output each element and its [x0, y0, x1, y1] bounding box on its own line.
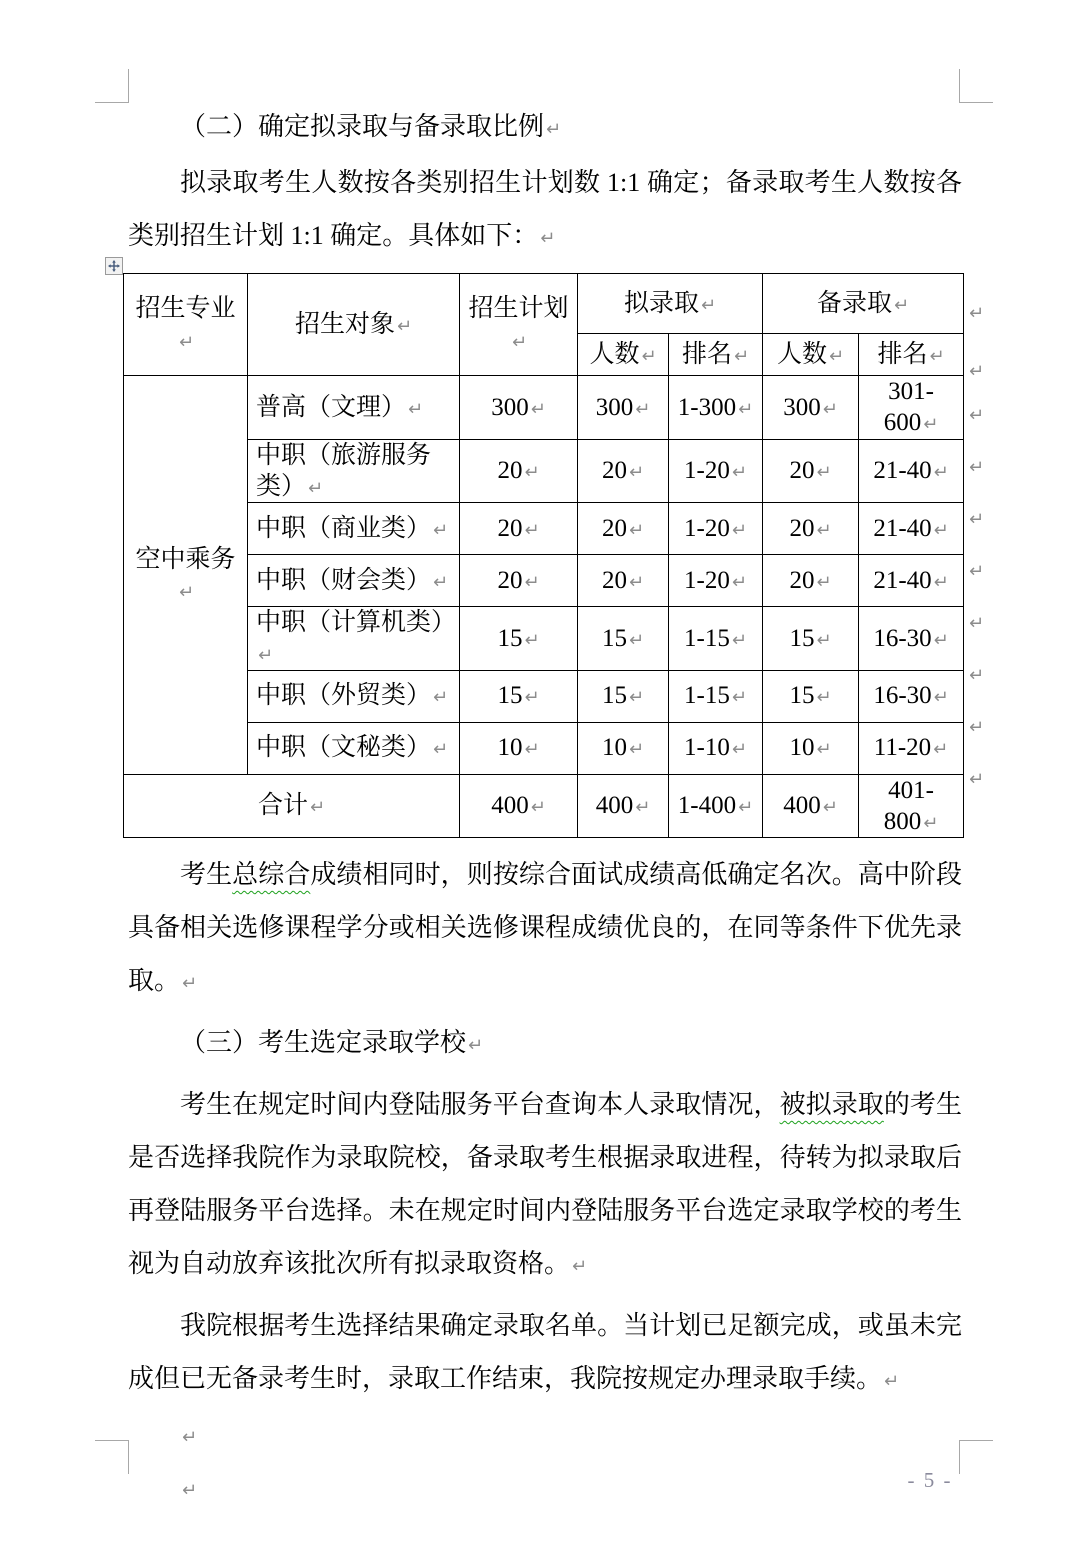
cell-total-label: 合计 ↵	[124, 774, 460, 838]
paragraph-mark: ↵	[182, 1427, 198, 1448]
cell-mark: ↵	[933, 687, 949, 709]
cell-backup-rank: 21-40 ↵	[859, 555, 964, 607]
cell-mark: ↵	[738, 797, 754, 819]
cell-backup-rank: 21-40 ↵	[859, 439, 964, 503]
cell-mark: ↵	[628, 462, 645, 484]
cell-mark: ↵	[828, 345, 845, 367]
cell-mark: ↵	[816, 519, 832, 541]
cell-backup-count: 300 ↵	[763, 376, 859, 440]
cell-mark: ↵	[530, 797, 546, 819]
row-end-mark: ↵	[969, 769, 985, 790]
cell-target: 中职（财会类） ↵	[248, 555, 460, 607]
empty-paragraph	[128, 1408, 962, 1461]
cell-mark: ↵	[524, 687, 540, 709]
spellcheck-underline: 总综合	[232, 860, 311, 889]
cell-mark: ↵	[923, 414, 939, 436]
cell-mark: ↵	[816, 629, 832, 651]
cell-plan: 20 ↵	[460, 555, 578, 607]
table-total-row	[124, 774, 964, 838]
cell-mark: ↵	[731, 519, 747, 541]
cell-total-backup-count: 400 ↵	[763, 774, 859, 838]
cell-mark: ↵	[816, 462, 832, 484]
admission-table	[123, 273, 964, 838]
paragraph-mark: ↵	[182, 973, 198, 994]
row-end-mark: ↵	[969, 303, 985, 324]
cell-mark: ↵	[635, 398, 651, 420]
cell-target: 中职（外贸类） ↵	[248, 670, 460, 722]
cell-backup-count: 20 ↵	[763, 439, 859, 503]
crop-mark-top-left	[95, 69, 129, 103]
cell-proposed-count: 20 ↵	[578, 555, 669, 607]
heading-section-2	[128, 100, 962, 156]
cell-mark: ↵	[309, 797, 326, 819]
cell-proposed-rank: 1-15 ↵	[669, 670, 763, 722]
crop-mark-top-right	[959, 69, 993, 103]
paragraph-school-selection: 考生在规定时间内登陆服务平台查询本人录取情况，被拟录取的考生是否选择我院作为录取院校，备录取考生根据录取进程，待转为拟录取后再登陆服务平台选择。未在规定时间内登陆服务平台选定录取学校的考生视为自动放弃该批次所有拟录取资格。 ↵	[128, 1090, 962, 1278]
cell-mark: ↵	[308, 477, 324, 499]
cell-mark: ↵	[733, 345, 750, 367]
paragraph-mark: ↵	[884, 1371, 900, 1392]
col-header-rank-proposed: 排名 ↵	[669, 334, 763, 376]
heading-section-3-text: （三）考生选定录取学校	[180, 1028, 467, 1057]
table-row	[124, 555, 964, 607]
paragraph-mark: ↵	[468, 1035, 484, 1056]
cell-target: 中职（计算机类）↵	[248, 607, 460, 671]
paragraph-ratio-text: 拟录取考生人数按各类别招生计划数 1:1 确定；备录取考生人数按各类别招生计划 1:1 确定。具体如下：	[128, 168, 962, 250]
table-row	[124, 439, 964, 503]
row-end-mark: ↵	[969, 717, 985, 738]
cell-proposed-rank: 1-20 ↵	[669, 555, 763, 607]
cell-mark: ↵	[524, 519, 540, 541]
cell-mark: ↵	[628, 629, 645, 651]
cell-mark: ↵	[933, 629, 949, 651]
cell-mark: ↵	[933, 571, 949, 593]
row-end-mark: ↵	[969, 405, 985, 426]
cell-mark: ↵	[731, 687, 747, 709]
cell-plan: 20 ↵	[460, 439, 578, 503]
cell-mark: ↵	[408, 398, 424, 420]
col-header-proposed: 拟录取 ↵	[578, 274, 763, 334]
table-row	[124, 376, 964, 440]
cell-mark: ↵	[511, 331, 528, 353]
cell-target: 普高（文理） ↵	[248, 376, 460, 440]
col-header-backup: 备录取 ↵	[763, 274, 964, 334]
cell-mark: ↵	[524, 629, 540, 651]
cell-mark: ↵	[258, 645, 274, 667]
row-end-mark: ↵	[969, 361, 985, 382]
cell-mark: ↵	[628, 571, 645, 593]
cell-target: 中职（旅游服务类） ↵	[248, 439, 460, 503]
cell-plan: 10 ↵	[460, 722, 578, 774]
cell-mark: ↵	[933, 462, 949, 484]
heading-section-2-text: （二）确定拟录取与备录取比例	[180, 112, 545, 141]
cell-mark: ↵	[738, 398, 754, 420]
cell-backup-count: 20 ↵	[763, 503, 859, 555]
document-body	[128, 100, 985, 1514]
cell-proposed-rank: 1-10 ↵	[669, 722, 763, 774]
move-cross-icon	[108, 260, 120, 272]
cell-target: 中职（文秘类） ↵	[248, 722, 460, 774]
cell-proposed-count: 10 ↵	[578, 722, 669, 774]
paragraph-mark: ↵	[546, 119, 562, 140]
cell-mark: ↵	[731, 629, 747, 651]
table-row	[124, 722, 964, 774]
paragraph-ratio	[128, 156, 962, 265]
table-move-handle[interactable]	[105, 257, 123, 275]
row-end-mark: ↵	[969, 509, 985, 530]
cell-mark: ↵	[700, 294, 717, 316]
table-header-row-1	[124, 274, 964, 334]
cell-mark: ↵	[628, 739, 645, 761]
cell-proposed-count: 20 ↵	[578, 503, 669, 555]
cell-backup-rank: 11-20 ↵	[859, 722, 964, 774]
cell-plan: 20 ↵	[460, 503, 578, 555]
col-header-plan: 招生计划↵	[460, 274, 578, 376]
cell-mark: ↵	[530, 398, 546, 420]
cell-mark: ↵	[933, 519, 949, 541]
cell-mark: ↵	[816, 687, 832, 709]
cell-mark: ↵	[178, 331, 195, 353]
col-header-count-backup: 人数 ↵	[763, 334, 859, 376]
col-header-target: 招生对象 ↵	[248, 274, 460, 376]
paragraph-ranking-rule: 考生总综合成绩相同时，则按综合面试成绩高低确定名次。高中阶段具备相关选修课程学分或相关选修课程成绩优良的，在同等条件下优先录取。 ↵	[128, 860, 962, 995]
cell-mark: ↵	[822, 797, 838, 819]
cell-mark: ↵	[433, 571, 449, 593]
cell-total-proposed-rank: 1-400 ↵	[669, 774, 763, 838]
cell-mark: ↵	[933, 739, 949, 761]
cell-mark: ↵	[731, 571, 747, 593]
cell-mark: ↵	[816, 571, 832, 593]
cell-mark: ↵	[628, 687, 645, 709]
empty-paragraph	[128, 1461, 962, 1514]
table-row	[124, 607, 964, 671]
row-end-mark: ↵	[969, 561, 985, 582]
cell-proposed-rank: 1-15 ↵	[669, 607, 763, 671]
table-row	[124, 503, 964, 555]
paragraph-final-confirmation: 我院根据考生选择结果确定录取名单。当计划已足额完成，或虽未完成但已无备录考生时，录取工作结束，我院按规定办理录取手续。 ↵	[128, 1311, 962, 1393]
cell-mark: ↵	[433, 519, 449, 541]
cell-proposed-count: 15 ↵	[578, 670, 669, 722]
cell-mark: ↵	[433, 739, 449, 761]
page-number: - 5 -	[907, 1468, 953, 1492]
cell-proposed-count: 300 ↵	[578, 376, 669, 440]
row-end-mark: ↵	[969, 457, 985, 478]
cell-mark: ↵	[893, 294, 910, 316]
cell-proposed-rank: 1-20 ↵	[669, 439, 763, 503]
paragraph-mark: ↵	[572, 1256, 588, 1277]
cell-proposed-count: 15 ↵	[578, 607, 669, 671]
paragraph-mark: ↵	[182, 1480, 198, 1501]
cell-mark: ↵	[524, 739, 540, 761]
cell-mark: ↵	[731, 462, 747, 484]
col-header-count-proposed: 人数 ↵	[578, 334, 669, 376]
cell-mark: ↵	[178, 581, 195, 603]
cell-mark: ↵	[731, 739, 747, 761]
cell-proposed-count: 20 ↵	[578, 439, 669, 503]
cell-backup-count: 15 ↵	[763, 670, 859, 722]
cell-proposed-rank: 1-300 ↵	[669, 376, 763, 440]
cell-backup-count: 10 ↵	[763, 722, 859, 774]
paragraph-mark: ↵	[540, 228, 556, 249]
table-row	[124, 670, 964, 722]
row-end-mark: ↵	[969, 613, 985, 634]
cell-major: 空中乘务↵	[124, 376, 248, 775]
cell-proposed-rank: 1-20 ↵	[669, 503, 763, 555]
cell-backup-count: 15 ↵	[763, 607, 859, 671]
row-end-mark: ↵	[969, 665, 985, 686]
cell-plan: 15 ↵	[460, 670, 578, 722]
cell-total-plan: 400 ↵	[460, 774, 578, 838]
heading-section-3	[128, 1016, 962, 1072]
cell-mark: ↵	[433, 687, 449, 709]
cell-total-backup-rank: 401-800 ↵	[859, 774, 964, 838]
cell-mark: ↵	[816, 739, 832, 761]
cell-mark: ↵	[923, 812, 939, 834]
cell-mark: ↵	[822, 398, 838, 420]
cell-mark: ↵	[524, 462, 540, 484]
cell-mark: ↵	[641, 345, 657, 367]
cell-target: 中职（商业类） ↵	[248, 503, 460, 555]
cell-total-proposed-count: 400 ↵	[578, 774, 669, 838]
cell-mark: ↵	[929, 345, 945, 367]
cell-mark: ↵	[524, 571, 540, 593]
cell-backup-rank: 16-30 ↵	[859, 607, 964, 671]
cell-plan: 300 ↵	[460, 376, 578, 440]
cell-backup-rank: 301-600 ↵	[859, 376, 964, 440]
cell-mark: ↵	[628, 519, 645, 541]
col-header-rank-backup: 排名 ↵	[859, 334, 964, 376]
cell-plan: 15 ↵	[460, 607, 578, 671]
cell-backup-count: 20 ↵	[763, 555, 859, 607]
spellcheck-underline: 被拟录取	[779, 1090, 884, 1119]
admission-table-wrap	[123, 273, 985, 838]
cell-backup-rank: 16-30 ↵	[859, 670, 964, 722]
crop-mark-bottom-left	[95, 1440, 129, 1474]
cell-backup-rank: 21-40 ↵	[859, 503, 964, 555]
cell-mark: ↵	[635, 797, 651, 819]
col-header-major: 招生专业↵	[124, 274, 248, 376]
cell-mark: ↵	[396, 315, 413, 337]
